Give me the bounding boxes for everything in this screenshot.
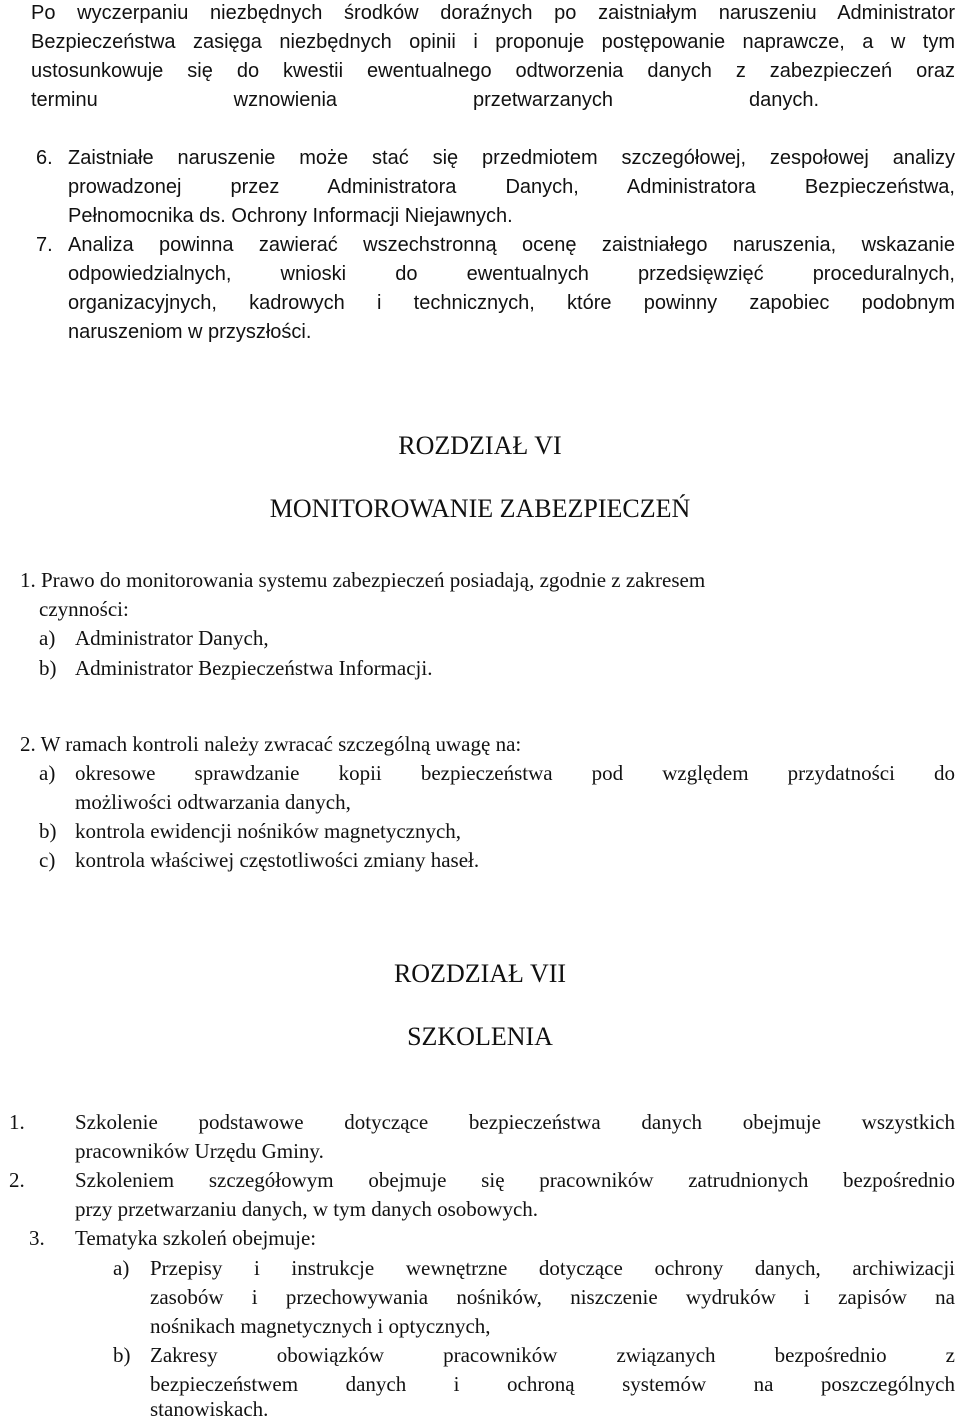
item7-number: 7. <box>36 234 53 256</box>
chapter7-title: ROZDZIAŁ VII <box>393 959 567 988</box>
ch7-item2-number: 2. <box>9 1168 25 1192</box>
intro-line-3: ustosunkowuje się do kwestii ewentualnego odtworzenia danych z zabezpieczeń oraz <box>31 60 955 82</box>
ch6-p2-a-line-2: możliwości odtwarzania danych, <box>75 790 351 814</box>
intro-line-2: Bezpieczeństwa zasięga niezbędnych opinii i proponuje postępowanie naprawcze, a w tym <box>31 31 955 53</box>
chapter6-subtitle: MONITOROWANIE ZABEZPIECZEŃ <box>269 494 691 523</box>
ch6-p1-a-label: a) <box>39 626 56 650</box>
item6-line-3: Pełnomocnika ds. Ochrony Informacji Niejawnych. <box>68 205 513 227</box>
item7-line-1: Analiza powinna zawierać wszechstronną ocenę zaistniałego naruszenia, wskazanie <box>68 234 955 256</box>
item7-line-4: naruszeniom w przyszłości. <box>68 321 312 343</box>
ch6-p1-line-2: czynności: <box>39 597 129 621</box>
item6-line-2: prowadzonej przez Administratora Danych, Administratora Bezpieczeństwa, <box>68 176 955 198</box>
ch7-item2-line-1: Szkoleniem szczegółowym obejmuje się pracowników zatrudnionych bezpośrednio <box>75 1168 955 1192</box>
item6-line-1: Zaistniałe naruszenie może stać się przedmiotem szczegółowej, zespołowej analizy <box>68 147 955 169</box>
ch7-item3-number: 3. <box>29 1226 45 1250</box>
ch7-item3-b-line-3: stanowiskach. <box>150 1397 269 1421</box>
ch6-p2-c-text: kontrola właściwej częstotliwości zmiany haseł. <box>75 848 480 872</box>
ch7-item3-text: Tematyka szkoleń obejmuje: <box>75 1226 317 1250</box>
ch6-p1-b-text: Administrator Bezpieczeństwa Informacji. <box>75 656 433 680</box>
chapter7-subtitle: SZKOLENIA <box>407 1022 553 1051</box>
ch6-p1-line-1: 1. Prawo do monitorowania systemu zabezpieczeń posiadają, zgodnie z zakresem <box>20 568 706 592</box>
ch7-item3-a-line-1: Przepisy i instrukcje wewnętrzne dotyczące ochrony danych, archiwizacji <box>150 1256 955 1280</box>
ch6-p1-a-text: Administrator Danych, <box>75 626 269 650</box>
item7-line-2: odpowiedzialnych, wnioski do ewentualnych przedsięwzięć proceduralnych, <box>68 263 955 285</box>
ch7-item2-line-2: przy przetwarzaniu danych, w tym danych osobowych. <box>75 1197 539 1221</box>
ch6-p2-b-text: kontrola ewidencji nośników magnetycznych, <box>75 819 462 843</box>
ch7-item3-a-line-2: zasobów i przechowywania nośników, niszczenie wydruków i zapisów na <box>150 1285 955 1309</box>
item7-line-3: organizacyjnych, kadrowych i technicznych, które powinny zapobiec podobnym <box>68 292 955 314</box>
ch6-p2-a-line-1: okresowe sprawdzanie kopii bezpieczeństwa pod względem przydatności do <box>75 761 955 785</box>
ch6-p1-b-label: b) <box>39 656 57 680</box>
chapter6-title: ROZDZIAŁ VI <box>398 431 562 460</box>
ch7-item3-a-label: a) <box>113 1256 130 1280</box>
ch7-item3-b-line-1: Zakresy obowiązków pracowników związanych bezpośrednio z <box>150 1343 955 1367</box>
ch7-item3-b-label: b) <box>113 1343 131 1367</box>
ch7-item3-b-line-2: bezpieczeństwem danych i ochroną systemów na poszczególnych <box>150 1372 955 1396</box>
ch7-item3-a-line-3: nośnikach magnetycznych i optycznych, <box>150 1314 491 1338</box>
intro-line-4: terminu wznowienia przetwarzanych danych. <box>31 89 819 111</box>
ch6-p2-line-1: 2. W ramach kontroli należy zwracać szczególną uwagę na: <box>20 732 522 756</box>
ch6-p2-b-label: b) <box>39 819 57 843</box>
ch6-p2-a-label: a) <box>39 761 56 785</box>
ch7-item1-line-2: pracowników Urzędu Gminy. <box>75 1139 324 1163</box>
item6-number: 6. <box>36 147 53 169</box>
ch7-item1-number: 1. <box>9 1110 25 1134</box>
intro-line-1: Po wyczerpaniu niezbędnych środków doraźnych po zaistniałym naruszeniu Administrator <box>31 2 955 24</box>
ch6-p2-c-label: c) <box>39 848 56 872</box>
ch7-item1-line-1: Szkolenie podstawowe dotyczące bezpieczeństwa danych obejmuje wszystkich <box>75 1110 955 1134</box>
